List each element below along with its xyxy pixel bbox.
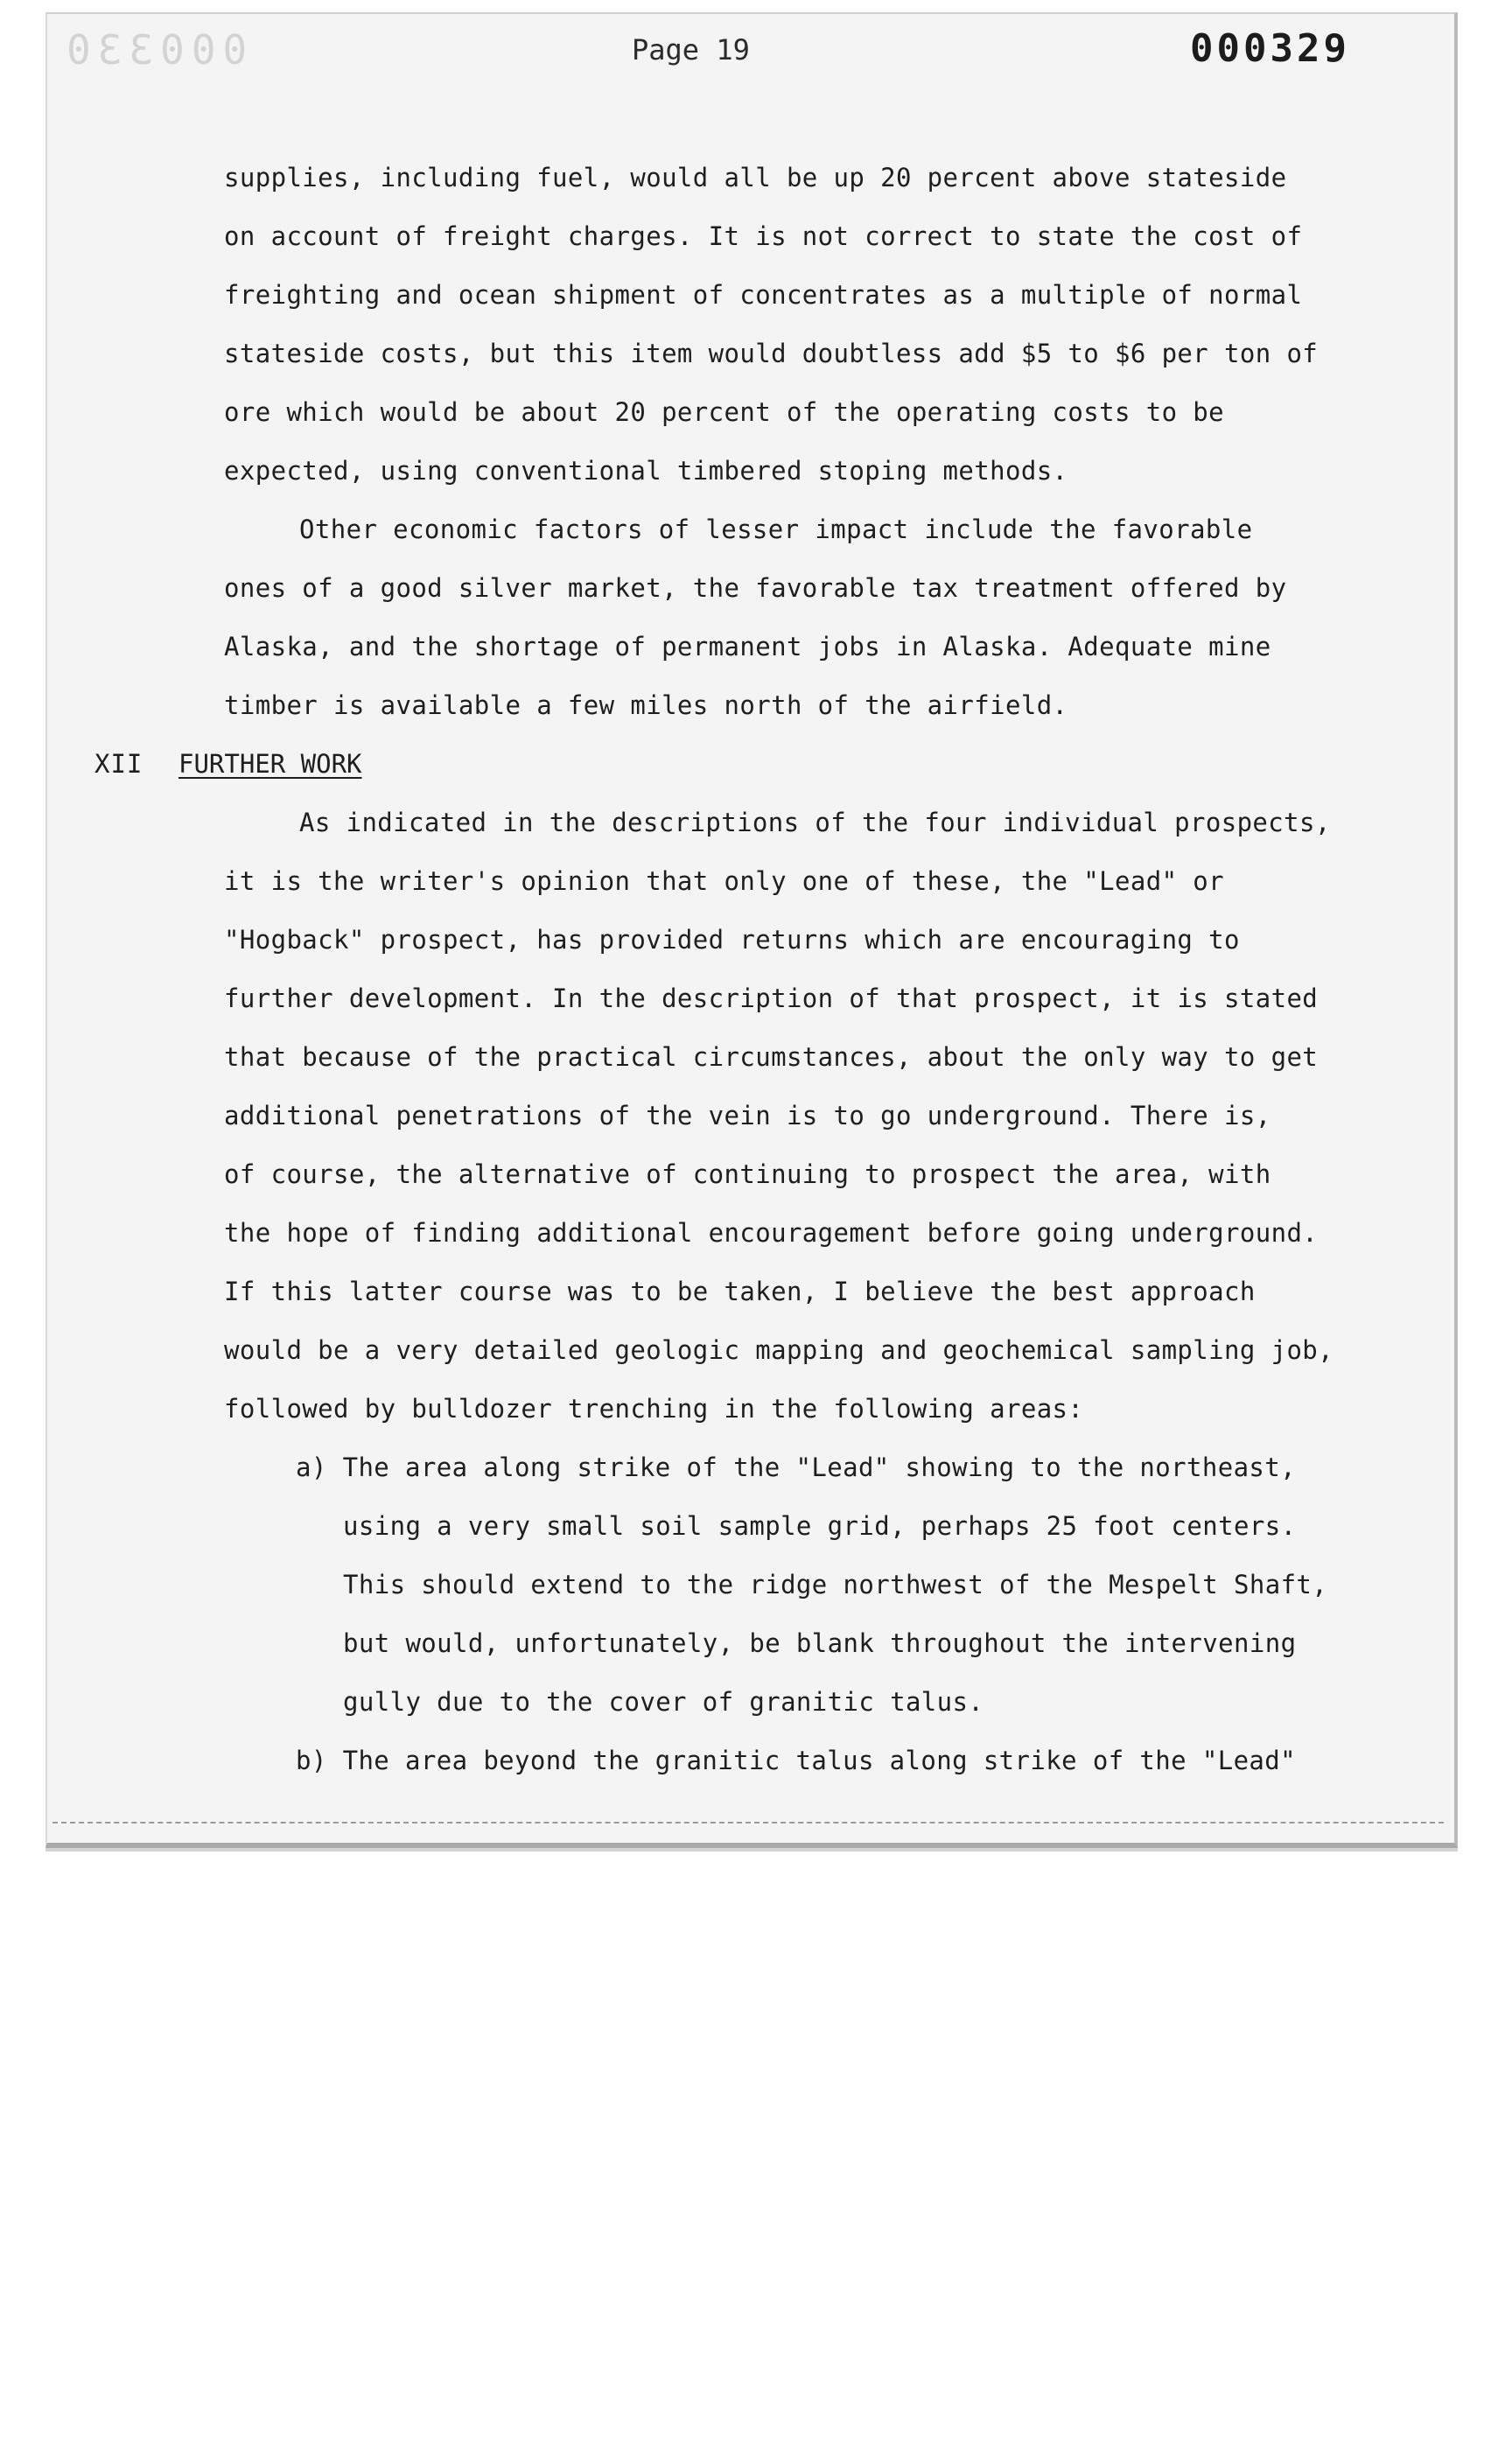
text-line: using a very small soil sample grid, perhaps 25 foot centers.: [343, 1511, 1297, 1541]
text-line: would be a very detailed geologic mapping and geochemical sampling job,: [224, 1335, 1334, 1365]
text-line: stateside costs, but this item would doubtless add $5 to $6 per ton of: [224, 339, 1319, 368]
text-line: further development. In the description of that prospect, it is stated: [224, 984, 1319, 1013]
text-line: ore which would be about 20 percent of the operating costs to be: [224, 397, 1225, 427]
text-line: freighting and ocean shipment of concentrates as a multiple of normal: [224, 280, 1303, 310]
text-line: it is the writer's opinion that only one of these, the "Lead" or: [224, 866, 1225, 896]
text-line: If this latter course was to be taken, I believe the best approach: [224, 1277, 1256, 1306]
text-line: Alaska, and the shortage of permanent jobs in Alaska. Adequate mine: [224, 632, 1271, 662]
text-line: followed by bulldozer trenching in the following areas:: [224, 1394, 1084, 1424]
text-line: on account of freight charges. It is not correct to state the cost of: [224, 221, 1303, 251]
section-number: XII: [94, 749, 144, 779]
text-line: but would, unfortunately, be blank throughout the intervening: [343, 1628, 1297, 1658]
text-line: As indicated in the descriptions of the four individual prospects,: [299, 808, 1331, 837]
bleed-through-number: 000330: [60, 26, 248, 74]
document-number: 000329: [1190, 26, 1350, 71]
text-line: ones of a good silver market, the favorable tax treatment offered by: [224, 573, 1287, 603]
text-line: expected, using conventional timbered stoping methods.: [224, 456, 1068, 486]
page-label: Page 19: [632, 33, 750, 66]
text-line: "Hogback" prospect, has provided returns which are encouraging to: [224, 925, 1240, 955]
text-line: gully due to the cover of granitic talus.: [343, 1687, 984, 1717]
text-line: This should extend to the ridge northwest of the Mespelt Shaft,: [343, 1570, 1328, 1600]
text-line: Other economic factors of lesser impact include the favorable: [299, 514, 1253, 544]
text-line: supplies, including fuel, would all be up 20 percent above stateside: [224, 163, 1287, 192]
text-line: of course, the alternative of continuing to prospect the area, with: [224, 1159, 1271, 1189]
text-line: additional penetrations of the vein is to go underground. There is,: [224, 1101, 1271, 1130]
text-line: timber is available a few miles north of the airfield.: [224, 690, 1068, 720]
section-title: FURTHER WORK: [178, 749, 362, 779]
text-line: the hope of finding additional encouragement before going underground.: [224, 1218, 1319, 1248]
list-item-b: b) The area beyond the granitic talus along strike of the "Lead": [296, 1746, 1297, 1775]
text-line: that because of the practical circumstances, about the only way to get: [224, 1042, 1319, 1072]
page-bottom-edge: [52, 1822, 1444, 1824]
list-item-a: a) The area along strike of the "Lead" showing to the northeast,: [296, 1452, 1297, 1482]
